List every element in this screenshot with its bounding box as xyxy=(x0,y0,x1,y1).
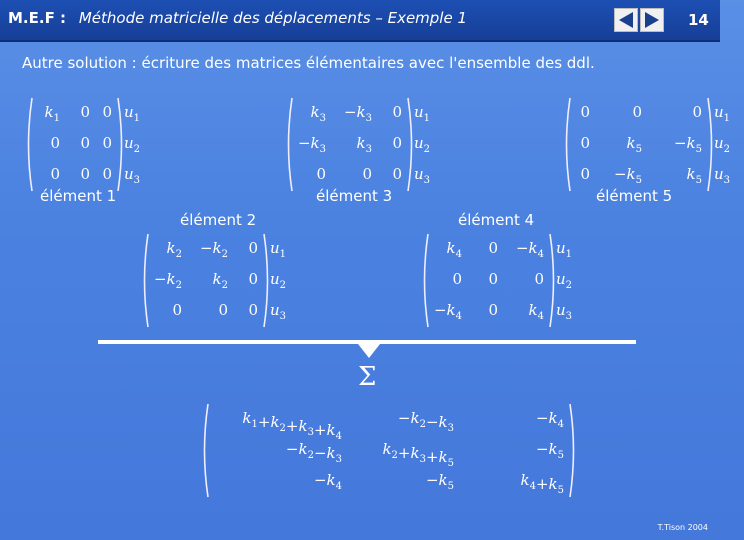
matrix-entry: $k_2+k_3+k_5$ xyxy=(382,440,454,469)
matrix-entry: 0 xyxy=(392,134,402,152)
matrix-entry: 0 xyxy=(102,165,112,183)
sum-symbol: Σ xyxy=(358,362,377,392)
matrix-entry: 0 xyxy=(580,134,590,152)
matrix-entry: 0 xyxy=(580,103,590,121)
matrix-element-4-svg xyxy=(420,232,586,329)
dof-label: $u_3$ xyxy=(270,301,287,322)
matrix-entry: $k_3$ xyxy=(310,103,326,124)
matrix-entry: 0 xyxy=(534,270,544,288)
right-bracket xyxy=(408,98,412,191)
previous-slide-button[interactable] xyxy=(614,8,638,32)
matrix-entry: $-k_3$ xyxy=(297,134,326,155)
matrix-entry: $-k_2-k_3$ xyxy=(397,409,454,434)
header-title xyxy=(8,9,467,27)
matrix-entry: 0 xyxy=(102,103,112,121)
matrix-entry: $-k_3$ xyxy=(343,103,372,124)
matrix-entry: 0 xyxy=(80,103,90,121)
matrix-entry: $k_2$ xyxy=(212,270,228,291)
matrix-entry: $-k_4$ xyxy=(535,409,564,430)
matrix-global xyxy=(200,402,580,499)
left-bracket xyxy=(289,98,293,191)
matrix-entry: 0 xyxy=(580,165,590,183)
right-bracket xyxy=(570,404,574,497)
matrix-element-3-svg xyxy=(284,96,444,193)
matrix-entry: $k_1+k_2+k_3+k_4$ xyxy=(242,409,342,442)
matrix-entry: $k_5$ xyxy=(626,134,642,155)
matrix-entry: 0 xyxy=(248,301,258,319)
matrix-entry: 0 xyxy=(488,239,498,257)
triangle-right-icon xyxy=(644,11,660,29)
dof-label: $u_3$ xyxy=(714,165,731,186)
dof-label: $u_2$ xyxy=(270,270,287,291)
dof-label: $u_3$ xyxy=(414,165,431,186)
header-bar xyxy=(0,0,720,42)
credit: T.Tison 2004 xyxy=(657,523,708,532)
matrix-entry: $k_3$ xyxy=(356,134,372,155)
triangle-left-icon xyxy=(618,11,634,29)
dof-label: $u_2$ xyxy=(714,134,731,155)
matrix-element-3 xyxy=(284,96,444,193)
matrix-entry: 0 xyxy=(102,134,112,152)
matrix-entry: $-k_4$ xyxy=(313,471,342,492)
header-prefix: M.E.F : xyxy=(8,9,67,27)
matrix-entry: $-k_5$ xyxy=(535,440,564,461)
dof-label: $u_2$ xyxy=(556,270,573,291)
element-2-label: élément 2 xyxy=(180,211,257,229)
dof-label: $u_1$ xyxy=(270,239,287,260)
matrix-element-5-svg xyxy=(562,96,744,193)
matrix-element-1-svg xyxy=(24,96,154,193)
matrix-entry: 0 xyxy=(50,165,60,183)
dof-label: $u_1$ xyxy=(556,239,573,260)
matrix-entry: 0 xyxy=(488,301,498,319)
matrix-element-2-svg xyxy=(140,232,300,329)
dof-label: $u_2$ xyxy=(124,134,141,155)
left-bracket xyxy=(567,98,571,191)
left-bracket xyxy=(29,98,33,191)
matrix-entry: $k_4$ xyxy=(446,239,462,260)
page-title: Méthode matricielle des déplacements – Exemple 1 xyxy=(78,9,468,27)
matrix-entry: $-k_2$ xyxy=(199,239,228,260)
matrix-global-svg xyxy=(200,402,580,499)
matrix-entry: 0 xyxy=(172,301,182,319)
dof-label: $u_3$ xyxy=(556,301,573,322)
matrix-entry: 0 xyxy=(362,165,372,183)
matrix-entry: $k_1$ xyxy=(44,103,60,124)
matrix-entry: 0 xyxy=(80,165,90,183)
left-bracket xyxy=(205,404,209,497)
left-bracket xyxy=(145,234,149,327)
matrix-entry: 0 xyxy=(316,165,326,183)
matrix-entry: 0 xyxy=(80,134,90,152)
element-3-label: élément 3 xyxy=(316,187,393,205)
dof-label: $u_1$ xyxy=(714,103,731,124)
matrix-entry: 0 xyxy=(632,103,642,121)
matrix-entry: 0 xyxy=(248,239,258,257)
matrix-entry: $-k_4$ xyxy=(515,239,544,260)
matrix-entry: $-k_5$ xyxy=(613,165,642,186)
matrix-entry: $k_4+k_5$ xyxy=(520,471,564,496)
matrix-entry: $-k_2-k_3$ xyxy=(285,440,342,465)
element-1-label: élément 1 xyxy=(40,187,117,205)
matrix-entry: $k_4$ xyxy=(528,301,544,322)
matrix-element-4 xyxy=(420,232,586,329)
matrix-entry: 0 xyxy=(218,301,228,319)
matrix-entry: 0 xyxy=(488,270,498,288)
dof-label: $u_1$ xyxy=(414,103,431,124)
dof-label: $u_3$ xyxy=(124,165,141,186)
element-4-label: élément 4 xyxy=(458,211,535,229)
matrix-entry: 0 xyxy=(392,165,402,183)
matrix-element-2 xyxy=(140,232,300,329)
next-slide-button[interactable] xyxy=(640,8,664,32)
matrix-element-1 xyxy=(24,96,154,193)
arrow-down-icon xyxy=(358,344,380,358)
matrix-entry: $-k_4$ xyxy=(433,301,462,322)
right-bracket xyxy=(708,98,712,191)
page-number: 14 xyxy=(688,11,709,29)
right-bracket xyxy=(264,234,268,327)
matrix-entry: 0 xyxy=(692,103,702,121)
matrix-entry: 0 xyxy=(452,270,462,288)
dof-label: $u_1$ xyxy=(124,103,141,124)
element-5-label: élément 5 xyxy=(596,187,673,205)
subtitle: Autre solution : écriture des matrices élémentaires avec l'ensemble des ddl. xyxy=(22,54,595,72)
matrix-entry: $k_2$ xyxy=(166,239,182,260)
matrix-entry: 0 xyxy=(392,103,402,121)
left-bracket xyxy=(425,234,429,327)
matrix-entry: $k_5$ xyxy=(686,165,702,186)
matrix-entry: $-k_5$ xyxy=(673,134,702,155)
matrix-element-5 xyxy=(562,96,744,193)
matrix-entry: 0 xyxy=(248,270,258,288)
matrix-entry: $-k_5$ xyxy=(425,471,454,492)
matrix-entry: 0 xyxy=(50,134,60,152)
dof-label: $u_2$ xyxy=(414,134,431,155)
right-bracket xyxy=(118,98,122,191)
matrix-entry: $-k_2$ xyxy=(153,270,182,291)
right-bracket xyxy=(550,234,554,327)
